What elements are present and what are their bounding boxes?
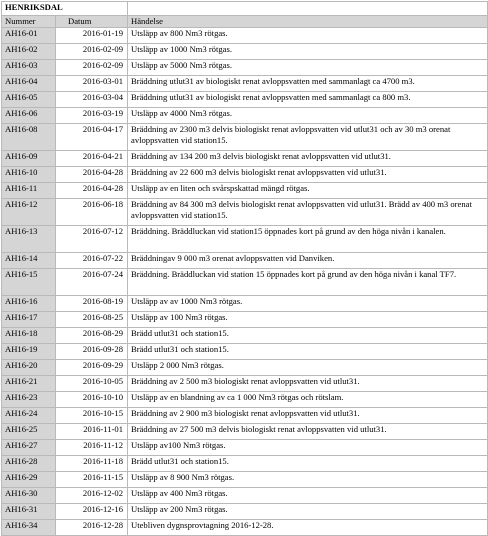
row-date-cell: 2016-07-24 — [56, 269, 128, 296]
table-row — [2, 28, 488, 44]
row-id-cell: AH16-31 — [2, 504, 56, 520]
table-row — [2, 167, 488, 183]
row-date-cell: 2016-09-29 — [56, 360, 128, 376]
row-event-cell: Bräddning av 22 600 m3 delvis biologiskt renat avloppsvatten vid utlut31. — [128, 167, 488, 183]
row-event-cell: Utsläpp av en liten och svårspskattad mängd rötgas. — [128, 183, 488, 199]
row-event-cell: Bräddning av 27 500 m3 delvis biologiskt renat avloppsvatten vid utlut31. — [128, 424, 488, 440]
row-date-cell: 2016-10-05 — [56, 376, 128, 392]
table-row — [2, 151, 488, 167]
row-date-cell: 2016-04-28 — [56, 183, 128, 199]
row-id-cell: AH16-05 — [2, 92, 56, 108]
row-date-cell: 2016-12-16 — [56, 504, 128, 520]
table-row — [2, 60, 488, 76]
row-event-cell: Utsläpp av en blandning av ca 1 000 Nm3 rötgas och rötslam. — [128, 392, 488, 408]
table-row — [2, 226, 488, 253]
row-id-cell: AH16-23 — [2, 392, 56, 408]
title-row — [2, 2, 488, 16]
row-event-cell: Bräddningav 9 000 m3 orenat avloppsvatten vid Danviken. — [128, 253, 488, 269]
row-event-cell: Bräddning av 84 300 m3 delvis biologiskt renat avloppsvatten vid utlut31. Brädd av 400 m3 orenat avloppsvatten vid station15. — [128, 199, 488, 226]
row-id-cell: AH16-02 — [2, 44, 56, 60]
row-id-cell: AH16-21 — [2, 376, 56, 392]
table-row — [2, 376, 488, 392]
row-date-cell: 2016-01-19 — [56, 28, 128, 44]
row-id-cell: AH16-30 — [2, 488, 56, 504]
row-event-cell: Utsläpp 2 000 Nm3 rötgas. — [128, 360, 488, 376]
table-row — [2, 124, 488, 151]
row-id-cell: AH16-06 — [2, 108, 56, 124]
row-event-cell: Utsläpp av 400 Nm3 rötgas. — [128, 488, 488, 504]
row-date-cell: 2016-11-01 — [56, 424, 128, 440]
row-id-cell: AH16-19 — [2, 344, 56, 360]
row-date-cell: 2016-04-28 — [56, 167, 128, 183]
row-event-cell: Utsläpp av100 Nm3 rötgas. — [128, 440, 488, 456]
table-row — [2, 108, 488, 124]
row-date-cell: 2016-03-04 — [56, 92, 128, 108]
row-id-cell: AH16-24 — [2, 408, 56, 424]
table-row — [2, 440, 488, 456]
header-datum: Datum — [56, 16, 128, 28]
row-event-cell: Bräddning utlut31 av biologiskt renat avloppsvatten med sammanlagt ca 4700 m3. — [128, 76, 488, 92]
row-date-cell: 2016-02-09 — [56, 60, 128, 76]
table-row — [2, 456, 488, 472]
row-event-cell: Bräddning av 2300 m3 delvis biologiskt renat avloppsvatten vid utlut31 och av 30 m3 orenat avloppsvatten vid station15. — [128, 124, 488, 151]
row-event-cell: Utsläpp av 200 Nm3 rötgas. — [128, 504, 488, 520]
table-row — [2, 344, 488, 360]
table-row — [2, 520, 488, 536]
row-id-cell: AH16-03 — [2, 60, 56, 76]
row-id-cell: AH16-25 — [2, 424, 56, 440]
row-date-cell: 2016-10-10 — [56, 392, 128, 408]
row-id-cell: AH16-28 — [2, 456, 56, 472]
row-id-cell: AH16-34 — [2, 520, 56, 536]
title-blank-cell — [128, 2, 488, 16]
row-date-cell: 2016-12-02 — [56, 488, 128, 504]
row-event-cell: Utsläpp av 8 900 Nm3 rötgas. — [128, 472, 488, 488]
row-id-cell: AH16-17 — [2, 312, 56, 328]
row-date-cell: 2016-09-28 — [56, 344, 128, 360]
row-event-cell: Brädd utlut31 och station15. — [128, 344, 488, 360]
event-table-body — [2, 2, 488, 536]
row-id-cell: AH16-01 — [2, 28, 56, 44]
row-date-cell: 2016-04-17 — [56, 124, 128, 151]
row-date-cell: 2016-08-25 — [56, 312, 128, 328]
row-date-cell: 2016-11-18 — [56, 456, 128, 472]
row-id-cell: AH16-20 — [2, 360, 56, 376]
row-id-cell: AH16-12 — [2, 199, 56, 226]
row-event-cell: Bräddning. Bräddluckan vid station15 öppnades kort på grund av den höga nivån i kanalen. — [128, 226, 488, 253]
row-id-cell: AH16-15 — [2, 269, 56, 296]
table-row — [2, 92, 488, 108]
row-id-cell: AH16-08 — [2, 124, 56, 151]
table-row — [2, 253, 488, 269]
row-id-cell: AH16-09 — [2, 151, 56, 167]
header-handelse: Händelse — [128, 16, 488, 28]
header-row — [2, 16, 488, 28]
row-event-cell: Bräddning av 2 500 m3 biologiskt renat avloppsvatten vid utlut31. — [128, 376, 488, 392]
row-event-cell: Bräddning. Bräddluckan vid station 15 öppnades kort på grund av den höga nivån i kanal TF7. — [128, 269, 488, 296]
row-date-cell: 2016-02-09 — [56, 44, 128, 60]
row-date-cell: 2016-12-28 — [56, 520, 128, 536]
event-table — [1, 1, 488, 536]
row-id-cell: AH16-18 — [2, 328, 56, 344]
row-event-cell: Utsläpp av 100 Nm3 rötgas. — [128, 312, 488, 328]
row-id-cell: AH16-29 — [2, 472, 56, 488]
row-event-cell: Bräddning av 2 900 m3 biologiskt renat avloppsvatten vid utlut31. — [128, 408, 488, 424]
table-row — [2, 488, 488, 504]
row-id-cell: AH16-14 — [2, 253, 56, 269]
row-date-cell: 2016-08-19 — [56, 296, 128, 312]
row-date-cell: 2016-11-15 — [56, 472, 128, 488]
table-row — [2, 360, 488, 376]
row-id-cell: AH16-13 — [2, 226, 56, 253]
table-row — [2, 76, 488, 92]
table-row — [2, 472, 488, 488]
row-event-cell: Utsläpp av 5000 Nm3 rötgas. — [128, 60, 488, 76]
row-date-cell: 2016-03-01 — [56, 76, 128, 92]
table-row — [2, 392, 488, 408]
row-event-cell: Utsläpp av 4000 Nm3 rötgas. — [128, 108, 488, 124]
table-row — [2, 328, 488, 344]
row-date-cell: 2016-11-12 — [56, 440, 128, 456]
row-date-cell: 2016-06-18 — [56, 199, 128, 226]
table-row — [2, 312, 488, 328]
table-row — [2, 183, 488, 199]
row-id-cell: AH16-11 — [2, 183, 56, 199]
row-event-cell: Utebliven dygnsprovtagning 2016-12-28. — [128, 520, 488, 536]
row-event-cell: Bräddning av 134 200 m3 delvis biologiskt renat avloppsvatten vid utlut31. — [128, 151, 488, 167]
sheet-title: HENRIKSDAL — [2, 2, 128, 16]
row-id-cell: AH16-16 — [2, 296, 56, 312]
table-row — [2, 269, 488, 296]
row-event-cell: Utsläpp av av 1000 Nm3 rötgas. — [128, 296, 488, 312]
table-row — [2, 44, 488, 60]
row-event-cell: Utsläpp av 1000 Nm3 rötgas. — [128, 44, 488, 60]
row-date-cell: 2016-03-19 — [56, 108, 128, 124]
header-nummer: Nummer — [2, 16, 56, 28]
table-row — [2, 424, 488, 440]
event-log-sheet — [1, 1, 487, 536]
row-id-cell: AH16-27 — [2, 440, 56, 456]
row-date-cell: 2016-07-12 — [56, 226, 128, 253]
row-id-cell: AH16-10 — [2, 167, 56, 183]
table-row — [2, 504, 488, 520]
row-date-cell: 2016-07-22 — [56, 253, 128, 269]
table-row — [2, 408, 488, 424]
row-event-cell: Bräddning utlut31 av biologiskt renat avloppsvatten med sammanlagt ca 800 m3. — [128, 92, 488, 108]
row-date-cell: 2016-08-29 — [56, 328, 128, 344]
table-row — [2, 296, 488, 312]
row-id-cell: AH16-04 — [2, 76, 56, 92]
row-event-cell: Utsläpp av 800 Nm3 rötgas. — [128, 28, 488, 44]
row-date-cell: 2016-10-15 — [56, 408, 128, 424]
row-event-cell: Brädd utlut31 och station15. — [128, 456, 488, 472]
table-row — [2, 199, 488, 226]
row-event-cell: Brädd utlut31 och station15. — [128, 328, 488, 344]
row-date-cell: 2016-04-21 — [56, 151, 128, 167]
